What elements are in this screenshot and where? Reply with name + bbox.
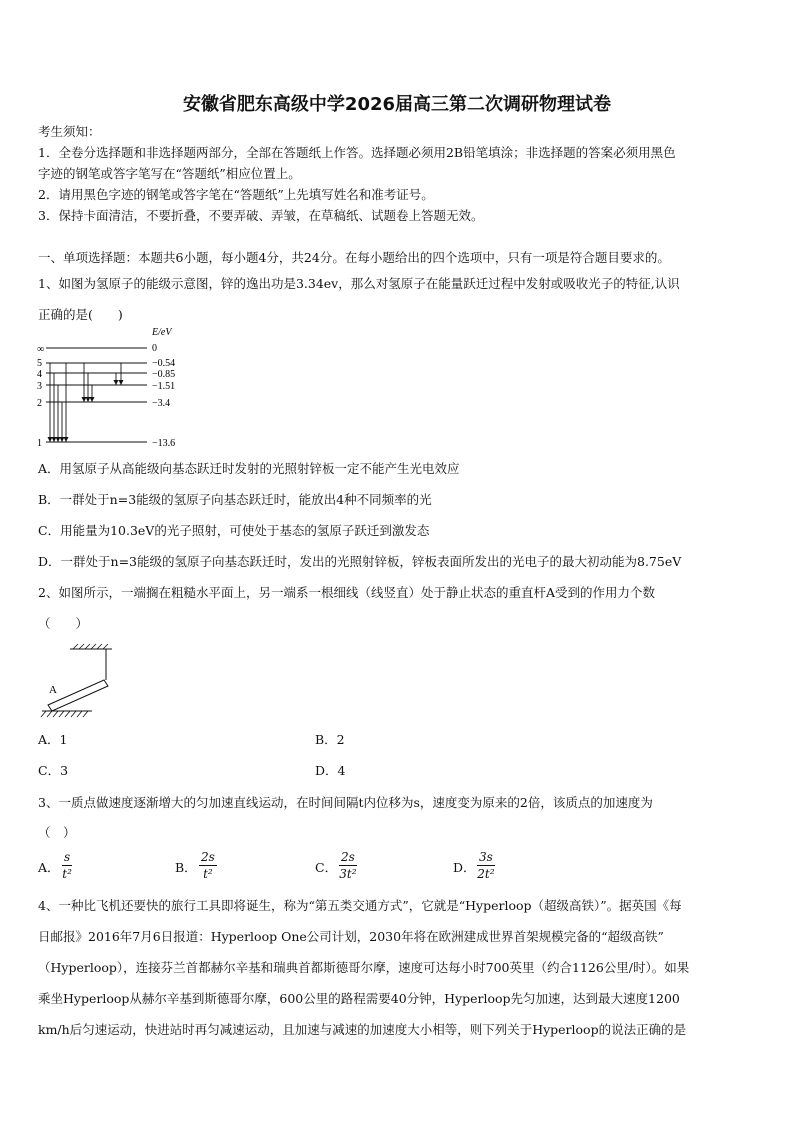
q1-option-a: A．用氢原子从高能级向基态跃迁时发射的光照射锌板一定不能产生光电效应 <box>38 461 460 476</box>
q3-option-b-den: t² <box>203 867 213 881</box>
q4-line-5: km/h后匀速运动，快进站时再匀减速运动，且加速与减速的加速度大小相等，则下列关于Hyperloop的说法正确的是 <box>38 1022 687 1037</box>
q3-option-d-den: 2t² <box>477 867 495 881</box>
q3-option-c-num: 2s <box>341 850 355 864</box>
rod-label: A <box>49 684 57 696</box>
level-n-2: 2 <box>37 398 42 409</box>
q3-option-d-fraction <box>477 850 495 881</box>
level-e-2: −3.4 <box>152 398 171 409</box>
level-n-4: 4 <box>37 369 42 380</box>
q3-option-a-fraction <box>62 850 72 881</box>
q2-option-b: B．2 <box>315 732 345 747</box>
q1-stem-line-1: 1、如图为氢原子的能级示意图，锌的逸出功是3.34ev，那么对氢原子在能量跃迁过程中发射或吸收光子的特征,认识 <box>38 276 680 291</box>
q1-option-b: B．一群处于n=3能级的氢原子向基态跃迁时，能放出4种不同频率的光 <box>38 492 432 507</box>
q4-line-4: 乘坐Hyperloop从赫尔辛基到斯德哥尔摩，600公里的路程需要40分钟，Hyperloop先匀加速，达到最大速度1200 <box>38 991 680 1006</box>
energy-axis-label: E/eV <box>152 327 172 338</box>
q3-option-d-num: 3s <box>479 850 493 864</box>
energy-level-diagram <box>34 322 194 450</box>
q1-stem-line-2: 正确的是( ) <box>38 307 123 322</box>
q3-option-a-num: s <box>64 850 71 864</box>
q2-option-c: C．3 <box>38 763 69 778</box>
level-e-1: −13.6 <box>152 438 176 449</box>
q3-option-b-fraction <box>199 850 217 881</box>
q3-option-a-label: A． <box>38 860 60 875</box>
q3-option-b-label: B． <box>175 860 197 875</box>
q3-option-c-fraction <box>339 850 357 881</box>
notice-line-4: 3．保持卡面清洁，不要折叠，不要弄破、弄皱，在草稿纸、试题卷上答题无效。 <box>38 208 484 223</box>
notice-heading: 考生须知： <box>38 124 101 139</box>
q3-option-c-label: C． <box>315 860 338 875</box>
page-title: 安徽省肥东高级中学2026届高三第二次调研物理试卷 <box>182 94 612 115</box>
notice-line-2: 字迹的钢笔或答字笔写在“答题纸”相应位置上。 <box>38 166 301 181</box>
q3-stem-line-2: （ ） <box>38 825 76 840</box>
q3-option-a-den: t² <box>62 867 72 881</box>
q3-option-c-den: 3t² <box>339 867 357 881</box>
q3-option-b-num: 2s <box>201 850 215 864</box>
level-e-3: −1.51 <box>152 381 176 392</box>
q4-line-2: 日邮报》2016年7月6日报道：Hyperloop One公司计划，2030年将在欧洲建成世界首架规模完备的“超级高铁” <box>38 929 664 944</box>
q3-stem-line-1: 3、一质点做速度逐渐增大的匀加速直线运动，在时间间隔t内位移为s，速度变为原来的2倍，该质点的加速度为 <box>38 795 653 810</box>
q1-option-c: C．用能量为10.3eV的光子照射，可使处于基态的氢原子跃迁到激发态 <box>38 523 430 538</box>
q3-option-d-label: D． <box>453 860 476 875</box>
level-e-inf: 0 <box>152 343 157 354</box>
q2-stem-line-2: （ ） <box>38 616 89 631</box>
level-e-5: −0.54 <box>152 358 176 369</box>
q2-option-a: A．1 <box>38 732 68 747</box>
rod-diagram <box>40 643 130 719</box>
level-e-4: −0.85 <box>152 369 176 380</box>
rod-a <box>48 680 108 711</box>
q4-line-1: 4、一种比飞机还要快的旅行工具即将诞生，称为“第五类交通方式”，它就是“Hyperloop（超级高铁）”。据英国《每 <box>38 898 682 913</box>
section-heading: 一、单项选择题：本题共6小题，每小题4分，共24分。在每小题给出的四个选项中，只有一项是符合题目要求的。 <box>38 250 670 265</box>
q4-line-3: （Hyperloop），连接芬兰首都赫尔辛基和瑞典首都斯德哥尔摩，速度可达每小时700英里（约合1126公里/时）。如果 <box>38 960 690 975</box>
notice-line-1: 1．全卷分选择题和非选择题两部分，全部在答题纸上作答。选择题必须用2B铅笔填涂；非选择题的答案必须用黑色 <box>38 145 676 160</box>
level-n-inf: ∞ <box>37 344 45 355</box>
level-n-5: 5 <box>37 358 42 369</box>
level-n-3: 3 <box>37 381 42 392</box>
level-n-1: 1 <box>37 438 42 449</box>
q2-stem-line-1: 2、如图所示，一端搁在粗糙水平面上，另一端系一根细线（线竖直）处于静止状态的重直杆A受到的作用力个数 <box>38 585 655 600</box>
q2-option-d: D．4 <box>315 763 346 778</box>
notice-line-3: 2．请用黑色字迹的钢笔或答字笔在“答题纸”上先填写姓名和准考证号。 <box>38 187 434 202</box>
q1-option-d: D．一群处于n=3能级的氢原子向基态跃迁时，发出的光照射锌板，锌板表面所发出的光电子的最大初动能为8.75eV <box>38 554 682 569</box>
